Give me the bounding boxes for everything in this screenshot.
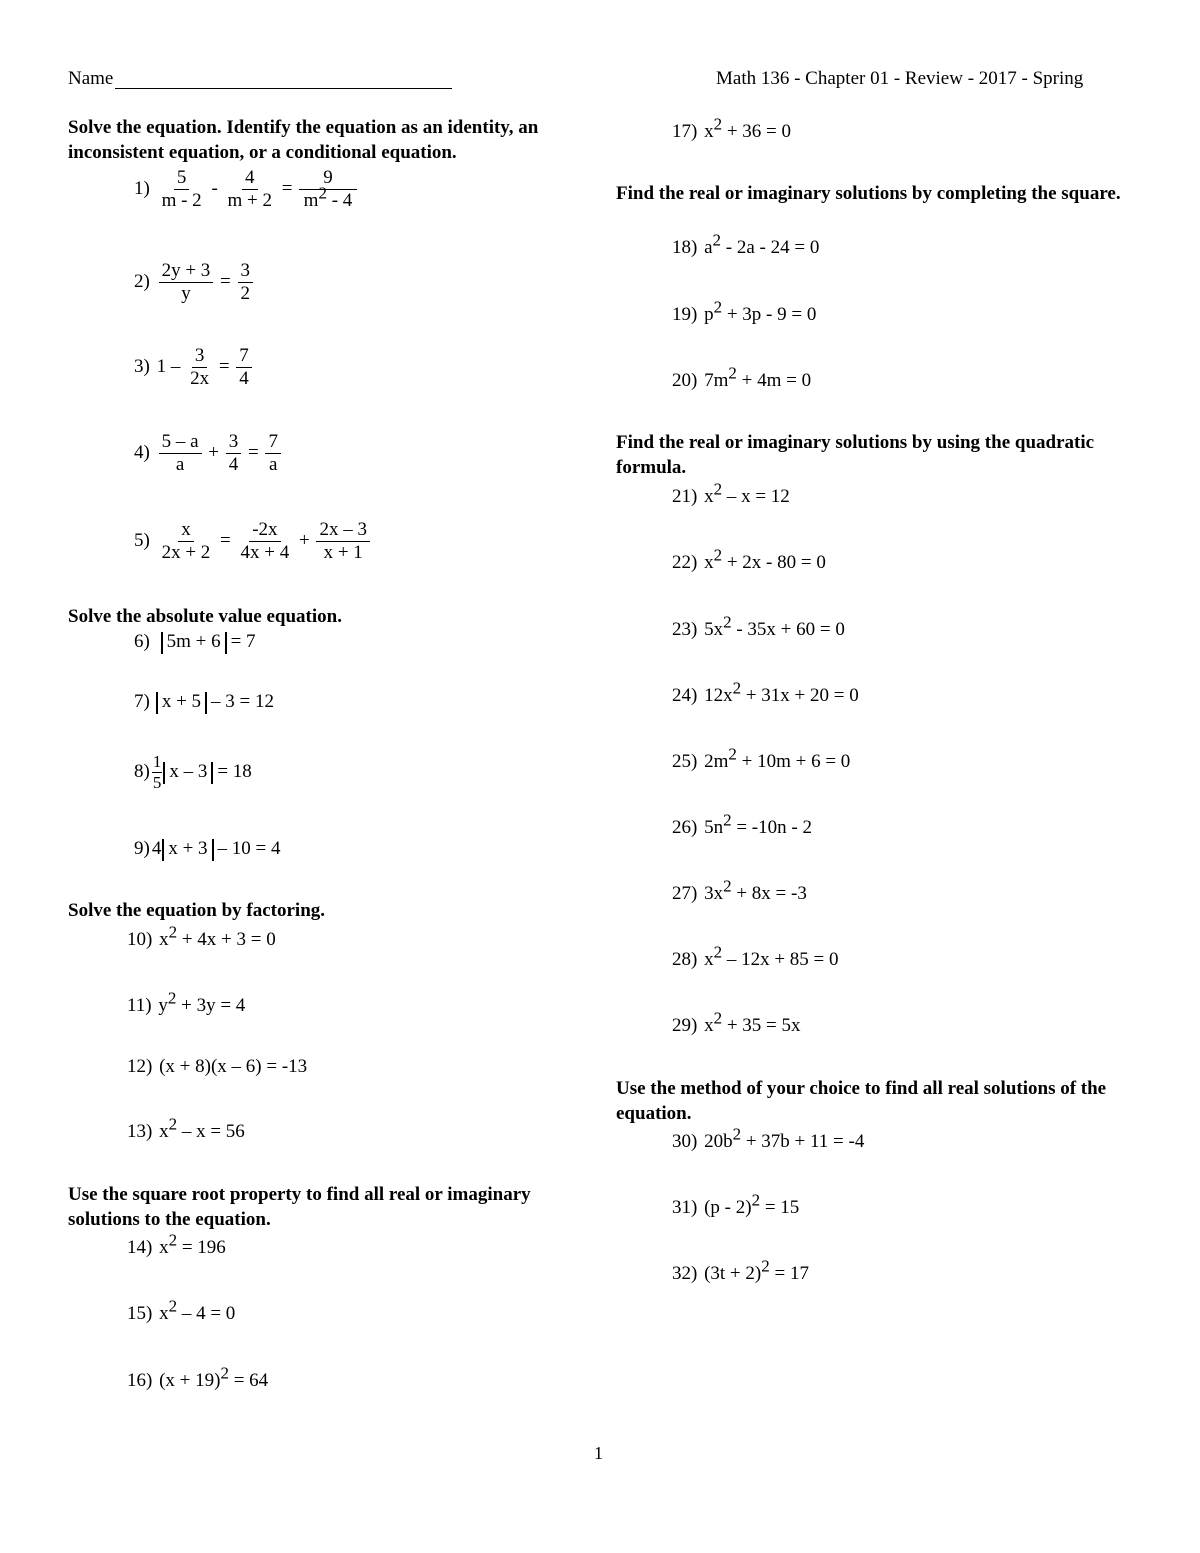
fraction-numerator: 4: [242, 167, 258, 190]
problem-4: [134, 431, 283, 476]
fraction-numerator: 2y + 3: [159, 260, 214, 283]
fraction-denominator: 2: [240, 283, 251, 304]
problem-number: 32): [672, 1263, 698, 1284]
exponent: 2: [168, 922, 178, 942]
fraction-denominator: 5: [152, 773, 162, 792]
problem-number: 6): [134, 631, 150, 652]
problem-22: 22) $x^2 + 2x - 80 = 0$: [672, 545, 826, 573]
abs-inner: x + 3: [168, 838, 208, 859]
problem-21: 21) $x^2 - x = 12$: [672, 479, 790, 507]
problem-9: [134, 837, 281, 861]
problem-number: 13): [127, 1121, 153, 1142]
exponent: 2: [713, 1008, 723, 1028]
problem-number: 8): [134, 760, 150, 782]
problem-30: 30) $20b^2 + 37b + 11 = -4$: [672, 1124, 865, 1152]
problem-7: [134, 690, 274, 714]
exponent: 2: [713, 297, 723, 317]
instruction-section-4: Use the square root property to find all real or imaginary solutions to the equation.: [68, 1184, 531, 1230]
exponent: 2: [728, 363, 737, 383]
fraction-denominator: y: [181, 283, 191, 304]
problem-number: 27): [672, 883, 698, 904]
equation-rest: = 18: [217, 760, 252, 782]
page-number: 1: [594, 1443, 603, 1463]
equals-sign: =: [218, 355, 230, 377]
exponent: 2: [220, 1363, 229, 1383]
problem-number: 30): [672, 1131, 698, 1152]
problem-20: 20) $7m^2 + 4m = 0$: [672, 363, 812, 391]
name-label: Name: [68, 68, 114, 89]
fraction-denominator: a: [268, 454, 278, 475]
abs-bar-right: [212, 839, 214, 861]
fraction-denominator: m + 2: [227, 190, 273, 211]
problem-number: 14): [127, 1237, 153, 1258]
problem-number: 28): [672, 949, 698, 970]
problem-19: 19) $p^2 + 3p - 9 = 0$: [672, 297, 817, 325]
exponent: 2: [712, 230, 722, 250]
problem-number: 3): [134, 355, 150, 377]
equals-sign: =: [281, 177, 293, 199]
problem-number: 5): [134, 529, 150, 551]
problem-number: 16): [127, 1370, 153, 1391]
equation-rest: – 3 = 12: [211, 691, 275, 712]
problem-32: 32) $(3t + 2)^2 = 17$: [672, 1256, 809, 1284]
problem-27: 27) $3x^2 + 8x = -3$: [672, 876, 807, 904]
abs-inner: 5m + 6: [166, 631, 221, 652]
fraction-numerator: 5 – a: [159, 431, 202, 454]
problem-11: 11) $y^2 + 3y = 4$: [127, 988, 246, 1016]
problem-17: 17) $x^2 + 36 = 0$: [672, 114, 792, 142]
exponent: 2: [168, 1296, 178, 1316]
fraction-numerator: 1: [152, 752, 162, 771]
fraction-denominator: m - 2: [161, 190, 202, 211]
abs-bar-right: [225, 632, 227, 654]
fraction-numerator: 5: [174, 167, 190, 190]
abs-inner: x + 5: [161, 691, 202, 712]
fraction-numerator: 3: [238, 260, 254, 283]
problem-15: 15) $x^2 - 4 = 0$: [127, 1296, 236, 1324]
fraction-numerator: 3: [226, 431, 242, 454]
equals-sign: =: [247, 441, 259, 463]
exponent: 2: [168, 1114, 178, 1134]
fraction-denominator: $m^2 - 4$: [303, 183, 353, 211]
problem-number: 1): [134, 177, 150, 199]
problem-12: 12) (x + 8)(x – 6) = -13: [127, 1056, 308, 1077]
exponent: 2: [723, 810, 732, 830]
problem-number: 17): [672, 121, 698, 142]
problem-number: 10): [127, 929, 153, 950]
leading-term: 4: [151, 838, 162, 859]
fraction-numerator: x: [178, 519, 194, 542]
fraction-denominator: 2x: [190, 368, 210, 389]
problem-number: 19): [672, 304, 698, 325]
equals-sign: =: [220, 270, 231, 292]
problem-31: 31) (p - 2)$^2$ = 15: [672, 1190, 800, 1218]
fraction-denominator: 2x + 2: [161, 542, 211, 563]
operator: +: [298, 529, 310, 551]
problem-number: 4): [134, 441, 150, 463]
exponent: 2: [732, 678, 742, 698]
exponent: 2: [713, 942, 723, 962]
exponent: 2: [723, 876, 732, 896]
exponent: 2: [761, 1256, 770, 1276]
equation-rest: – 10 = 4: [217, 838, 281, 859]
fraction-denominator: 4: [239, 368, 249, 389]
problem-16: 16) $(x + 19)^2 = 64$: [127, 1363, 269, 1391]
exponent: 2: [713, 114, 723, 134]
problem-number: 22): [672, 552, 698, 573]
problem-26: 26) $5n^2 = -10n - 2$: [672, 810, 812, 838]
fraction-denominator: x + 1: [323, 542, 363, 563]
problem-number: 24): [672, 685, 698, 706]
exponent: 2: [728, 744, 737, 764]
problem-number: 7): [134, 691, 150, 712]
operator: -: [211, 177, 218, 199]
problem-number: 2): [134, 270, 150, 292]
instruction-section-2: Solve the absolute value equation.: [68, 606, 342, 627]
exponent: 2: [723, 612, 732, 632]
abs-bar-right: [211, 762, 213, 784]
problem-29: 29) $x^2 + 35 = 5x$: [672, 1008, 801, 1036]
instruction-section-5: Find the real or imaginary solutions by completing the square.: [616, 183, 1121, 204]
problem-number: 20): [672, 370, 698, 391]
problem-28: 28) $x^2 - 12x + 85 = 0$: [672, 942, 839, 970]
abs-bar-left: [163, 762, 165, 784]
problem-14: 14) $x^2 = 196$: [127, 1230, 226, 1258]
fraction-denominator: 4x + 4: [240, 542, 290, 563]
problem-number: 21): [672, 486, 698, 507]
fraction-denominator: 4: [228, 454, 239, 475]
problem-number: 15): [127, 1303, 153, 1324]
operator: +: [208, 441, 219, 463]
problem-25: 25) $2m^2 + 10m + 6 = 0$: [672, 744, 851, 772]
abs-inner: x – 3: [169, 760, 208, 782]
exponent: 2: [713, 545, 723, 565]
fraction-numerator: 7: [265, 431, 281, 454]
name-blank-line[interactable]: [115, 88, 452, 89]
problem-5: [134, 519, 372, 564]
abs-bar-left: [156, 692, 158, 714]
problem-number: 29): [672, 1015, 698, 1036]
problem-number: 11): [127, 995, 152, 1016]
course-title: Math 136 - Chapter 01 - Review - 2017 - Spring: [716, 68, 1084, 89]
fraction-denominator: a: [175, 454, 185, 475]
abs-bar-left: [162, 839, 164, 861]
fraction-numerator: 9: [299, 167, 357, 190]
problem-number: 12): [127, 1056, 153, 1077]
equals-sign: =: [220, 529, 231, 551]
problem-number: 18): [672, 237, 698, 258]
problem-number: 26): [672, 817, 698, 838]
problem-8: [134, 752, 252, 793]
problem-number: 25): [672, 751, 698, 772]
problem-6: [134, 630, 256, 654]
fraction-numerator: 7: [236, 345, 252, 368]
problem-number: 31): [672, 1197, 698, 1218]
abs-bar-left: [161, 632, 163, 654]
exponent: 2: [167, 988, 177, 1008]
exponent: 2: [713, 479, 723, 499]
problem-10: 10) $x^2 + 4x + 3 = 0$: [127, 922, 276, 950]
problem-2: [134, 260, 255, 305]
problem-number: 9): [134, 838, 150, 859]
exponent: 2: [168, 1230, 178, 1250]
problem-23: 23) $5x^2 - 35x + 60 = 0$: [672, 612, 845, 640]
leading-term: 1 –: [156, 355, 181, 377]
abs-bar-right: [205, 692, 207, 714]
exponent: 2: [751, 1190, 761, 1210]
equation-rest: = 7: [230, 631, 256, 652]
problem-1: [134, 167, 359, 212]
fraction-numerator: -2x: [249, 519, 280, 542]
instruction-section-6: Find the real or imaginary solutions by using the quadratic formula.: [616, 432, 1095, 478]
instruction-section-7: Use the method of your choice to find all real solutions of the equation.: [616, 1078, 1107, 1124]
instruction-section-1: Solve the equation. Identify the equation as an identity, an inconsistent equation, or a conditional equation.: [68, 117, 539, 163]
fraction-numerator: 2x – 3: [316, 519, 370, 542]
instruction-section-3: Solve the equation by factoring.: [68, 900, 326, 921]
problem-number: 23): [672, 619, 698, 640]
exponent: 2: [732, 1124, 742, 1144]
problem-18: 18) $a^2 - 2a - 24 = 0$: [672, 230, 820, 258]
problem-3: [134, 345, 254, 390]
problem-24: 24) $12x^2 + 31x + 20 = 0$: [672, 678, 859, 706]
problem-13: 13) $x^2 - x = 56$: [127, 1114, 245, 1142]
fraction-numerator: 3: [192, 345, 208, 368]
